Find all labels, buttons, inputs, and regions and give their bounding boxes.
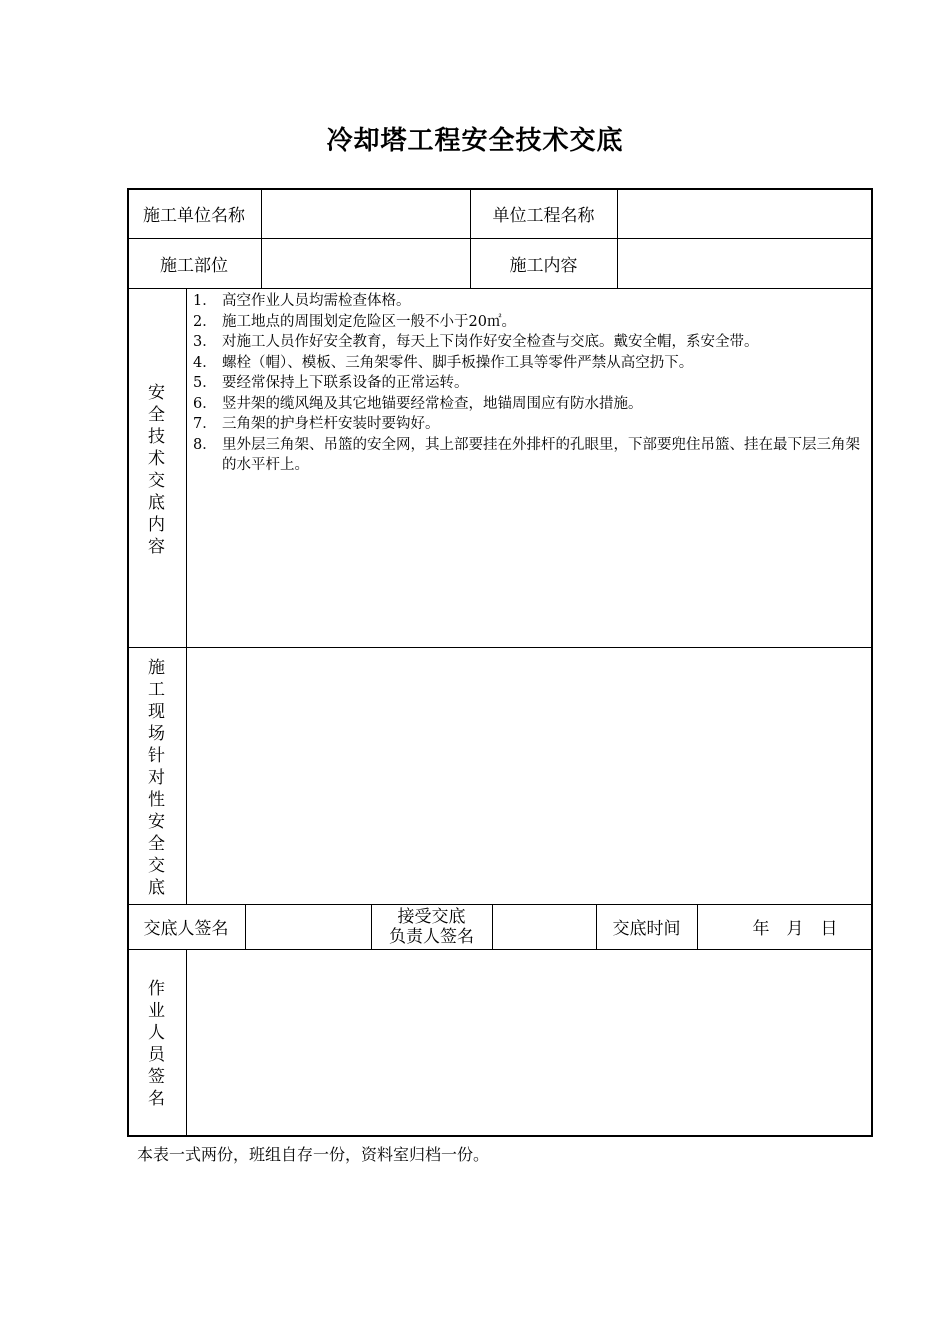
- list-item: 1． 高空作业人员均需检查体格。: [193, 293, 411, 309]
- site-section-content[interactable]: [187, 648, 873, 904]
- project-name-label: 单位工程名称: [492, 205, 595, 226]
- list-item: 5． 要经常保持上下联系设备的正常运转。: [193, 375, 469, 391]
- site-section-label: 施 工 现 场 针 对 性 安 全 交 底: [148, 658, 165, 898]
- receiver-signature-field[interactable]: [492, 904, 596, 949]
- content-field[interactable]: [617, 238, 873, 288]
- list-item: 2． 施工地点的周围划定危险区一般不小于20㎡。: [193, 313, 516, 330]
- safety-items-list: [193, 291, 869, 476]
- briefer-label: 交底人签名: [143, 919, 229, 939]
- unit-name-field[interactable]: [261, 188, 470, 238]
- safety-briefing-form: [127, 188, 873, 1137]
- page-title: 冷却塔工程安全技术交底: [326, 126, 624, 156]
- list-item: 4． 螺栓（帽）、模板、三角架零件、脚手板操作工具等零件严禁从高空扔下。: [193, 354, 694, 371]
- list-item: 8． 里外层三角架、吊篮的安全网，其上部要挂在外排杆的孔眼里，下部要兜住吊篮、挂在最下层三角架的水平杆上。: [193, 436, 860, 473]
- briefer-signature-field[interactable]: [245, 904, 371, 949]
- row-divider: [127, 288, 873, 289]
- list-item: 7． 三角架的护身栏杆安装时要钩好。: [193, 416, 440, 432]
- date-field[interactable]: 年 月 日: [752, 919, 838, 939]
- workers-signature-area[interactable]: [187, 950, 873, 1137]
- receiver-label: 接受交底 负责人签名: [389, 906, 474, 947]
- safety-section-label: 安 全 技 术 交 底 内 容: [148, 383, 165, 557]
- position-label: 施工部位: [160, 255, 228, 276]
- content-label: 施工内容: [509, 255, 578, 276]
- footer-note: 本表一式两份，班组自存一份，资料室归档一份。: [137, 1145, 490, 1164]
- time-label: 交底时间: [612, 919, 681, 939]
- unit-name-label: 施工单位名称: [143, 205, 245, 226]
- list-item: 3． 对施工人员作好安全教育，每天上下岗作好安全检查与交底。戴安全帽，系安全带。: [193, 334, 759, 350]
- list-item: 6． 竖井架的缆风绳及其它地锚要经常检查，地锚周围应有防水措施。: [193, 395, 643, 412]
- workers-section-label: 作 业 人 员 签 名: [148, 979, 165, 1109]
- position-field[interactable]: [261, 238, 470, 288]
- project-name-field[interactable]: [617, 188, 873, 238]
